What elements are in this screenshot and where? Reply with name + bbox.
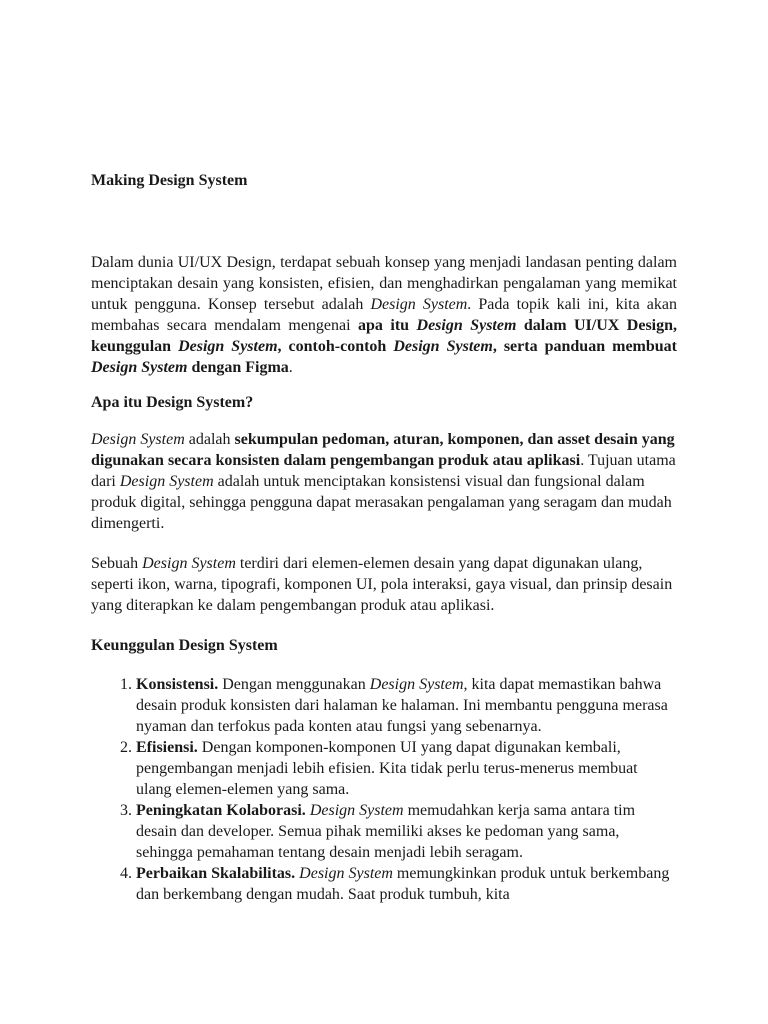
list-item — [136, 863, 677, 905]
list-item-title: Peningkatan Kolaborasi. — [136, 802, 306, 819]
intro-paragraph — [91, 252, 677, 378]
intro-bold-text: dengan Figma — [187, 359, 289, 376]
intro-bold-text: dalam UI/UX Design, keunggulan — [91, 317, 678, 355]
intro-bold-text: , contoh-contoh — [277, 338, 394, 355]
list-item-title: Efisiensi. — [136, 739, 198, 756]
intro-text: . Pada topik kali ini, kita akan membahas secara mendalam mengenai — [91, 296, 677, 334]
list-item-title: Perbaikan Skalabilitas. — [136, 865, 296, 882]
list-item-title: Konsistensi. — [136, 676, 219, 693]
intro-bold-italic-term: Design System — [416, 317, 517, 334]
list-item-text: Dengan komponen-komponen UI yang dapat digunakan kembali, pengembangan menjadi lebih efisien. Kita tidak perlu terus-menerus membuat ulang elemen-elemen yang sama. — [136, 739, 638, 798]
list-item-text: memungkinkan produk untuk berkembang dan berkembang dengan mudah. Saat produk tumbuh, kita — [136, 865, 670, 903]
list-item-text: memudahkan kerja sama antara tim desain dan developer. Semua pihak memiliki akses ke pedoman yang sama, sehingga pemahaman tentang desain menjadi lebih seragam. — [136, 802, 636, 861]
list-item — [136, 737, 677, 800]
italic-term: Design System — [119, 473, 214, 490]
body-text: Sebuah — [91, 555, 143, 572]
list-item — [136, 674, 677, 737]
intro-bold-text: , serta panduan membuat — [492, 338, 677, 355]
italic-term: Design System — [299, 865, 393, 882]
body-text: terdiri dari elemen-elemen desain yang dapat digunakan ulang, seperti ikon, warna, tipografi, komponen UI, pola interaksi, gaya visual, dan prinsip desain yang diterapkan ke dalam pengembangan produk atau aplikasi. — [91, 555, 673, 614]
intro-text: Dalam dunia UI/UX Design, terdapat sebuah konsep yang menjadi landasan penting dalam menciptakan desain yang konsisten, efisien, dan menghadirkan pengalaman yang memikat untuk pengguna. Konsep tersebut adalah — [91, 254, 677, 313]
components-paragraph — [91, 553, 677, 616]
italic-term: Design System — [142, 555, 236, 572]
intro-bold-text: apa itu — [358, 317, 417, 334]
list-item-text: , kita dapat memastikan bahwa desain produk konsisten dari halaman ke halaman. Ini membantu pengguna merasa nyaman dan terfokus pada konten atau fungsi yang sebenarnya. — [136, 676, 668, 735]
body-text: adalah — [184, 431, 235, 448]
section-heading-keunggulan: Keunggulan Design System — [91, 637, 278, 654]
document-title: Making Design System — [91, 172, 248, 189]
intro-text: . — [288, 359, 293, 376]
body-text: adalah untuk menciptakan konsistensi visual dan fungsional dalam produk digital, sehingga pengguna dapat merasakan pengalaman yang seragam dan mudah dimengerti. — [91, 473, 672, 532]
document-page — [91, 168, 677, 905]
intro-bold-italic-term: Design System — [393, 338, 493, 355]
bold-definition: sekumpulan pedoman, aturan, komponen, dan asset desain yang digunakan secara konsisten dalam pengembangan produk atau aplikasi — [91, 431, 675, 469]
definition-paragraph — [91, 429, 677, 534]
italic-term: Design System — [309, 802, 404, 819]
list-item — [136, 800, 677, 863]
intro-bold-italic-term: Design System — [178, 338, 278, 355]
intro-italic-term: Design System — [370, 296, 468, 313]
italic-term: Design System — [369, 676, 464, 693]
body-text: . Tujuan utama dari — [91, 452, 676, 490]
italic-term: Design System — [91, 431, 185, 448]
list-item-text: Dengan menggunakan — [218, 676, 370, 693]
advantages-list — [91, 674, 677, 905]
intro-bold-italic-term: Design System — [91, 359, 188, 376]
section-heading-apa-itu: Apa itu Design System? — [91, 394, 254, 411]
